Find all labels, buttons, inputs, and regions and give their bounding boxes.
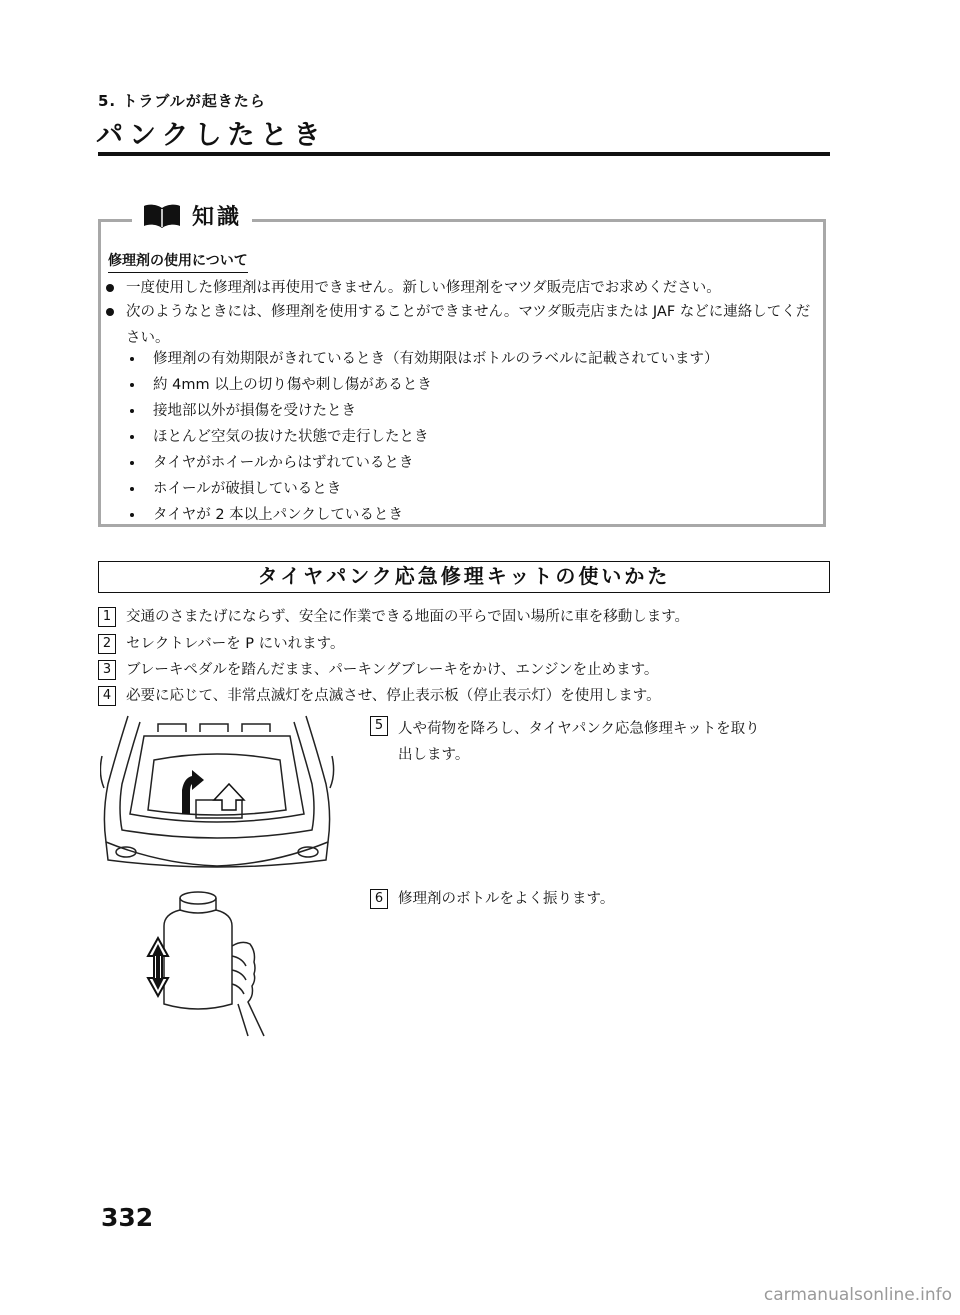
step-text: 人や荷物を降ろし、タイヤパンク応急修理キットを取り (398, 721, 760, 737)
info-subheading: 修理剤の使用について (108, 250, 248, 273)
book-icon (142, 203, 182, 229)
bottle-illustration (138, 886, 268, 1046)
info-bullet (106, 299, 822, 351)
trunk-illustration (100, 714, 335, 874)
double-arrow-icon (148, 938, 168, 996)
page-number: 332 (101, 1203, 154, 1232)
step-text-continued: 出します。 (398, 747, 470, 763)
info-sub-item (126, 372, 432, 398)
info-sub-item (126, 502, 403, 528)
bullet-text: 一度使用した修理剤は再使用できません。新しい修理剤をマツダ販売店でお求めください。 (126, 280, 721, 296)
bullet-dot (106, 308, 114, 316)
step-number: 5 (370, 716, 388, 736)
step-number: 2 (98, 634, 116, 654)
info-sub-item (126, 346, 719, 372)
step-item (98, 607, 689, 627)
sub-dot (130, 357, 134, 361)
up-arrow-icon (214, 784, 244, 810)
step-number: 4 (98, 686, 116, 706)
sub-dot (130, 513, 134, 517)
info-heading-text: 知識 (192, 205, 243, 230)
step-number: 3 (98, 660, 116, 680)
sub-dot (130, 435, 134, 439)
page-title: パンクしたとき (96, 120, 327, 151)
step-text: 交通のさまたげにならず、安全に作業できる地面の平らで固い場所に車を移動します。 (126, 609, 690, 625)
sub-dot (130, 461, 134, 465)
step-item (370, 716, 810, 768)
bullet-dot (106, 284, 114, 292)
sub-item-text: ホイールが破損しているとき (153, 481, 342, 497)
step-item (98, 634, 345, 654)
title-divider (98, 152, 830, 156)
watermark: carmanualsonline.info (763, 1285, 952, 1305)
sub-item-text: ほとんど空気の抜けた状態で走行したとき (153, 429, 429, 445)
sub-item-text: 修理剤の有効期限がきれているとき（有効期限はボトルのラベルに記載されています） (153, 351, 719, 367)
info-box-heading (132, 200, 252, 231)
sub-dot (130, 487, 134, 491)
chapter-label: 5. トラブルが起きたら (98, 92, 266, 110)
sub-item-text: タイヤが 2 本以上パンクしているとき (153, 507, 403, 523)
sub-item-text: タイヤがホイールからはずれているとき (153, 455, 414, 471)
curved-arrow-icon (182, 770, 204, 814)
step-item (370, 889, 614, 909)
step-item (98, 686, 661, 706)
step-item (98, 660, 658, 680)
step-number: 6 (370, 889, 388, 909)
step-text: 必要に応じて、非常点滅灯を点滅させ、停止表示板（停止表示灯）を使用します。 (126, 688, 661, 704)
sub-dot (130, 409, 134, 413)
info-bullet (106, 275, 821, 301)
bullet-text: 次のようなときには、修理剤を使用することができません。マツダ販売店または JAF などに連絡してください。 (126, 304, 811, 346)
info-sub-item (126, 398, 356, 424)
step-text: 修理剤のボトルをよく振ります。 (398, 891, 615, 907)
section-title: タイヤパンク応急修理キットの使いかた (98, 561, 830, 593)
sub-dot (130, 383, 134, 387)
step-number: 1 (98, 607, 116, 627)
info-sub-item (126, 476, 341, 502)
sub-item-text: 約 4mm 以上の切り傷や刺し傷があるとき (153, 377, 432, 393)
info-sub-item (126, 450, 413, 476)
step-text: ブレーキペダルを踏んだまま、パーキングブレーキをかけ、エンジンを止めます。 (126, 662, 659, 678)
step-text: セレクトレバーを P にいれます。 (126, 636, 345, 652)
info-sub-item (126, 424, 429, 450)
sub-item-text: 接地部以外が損傷を受けたとき (153, 403, 356, 419)
